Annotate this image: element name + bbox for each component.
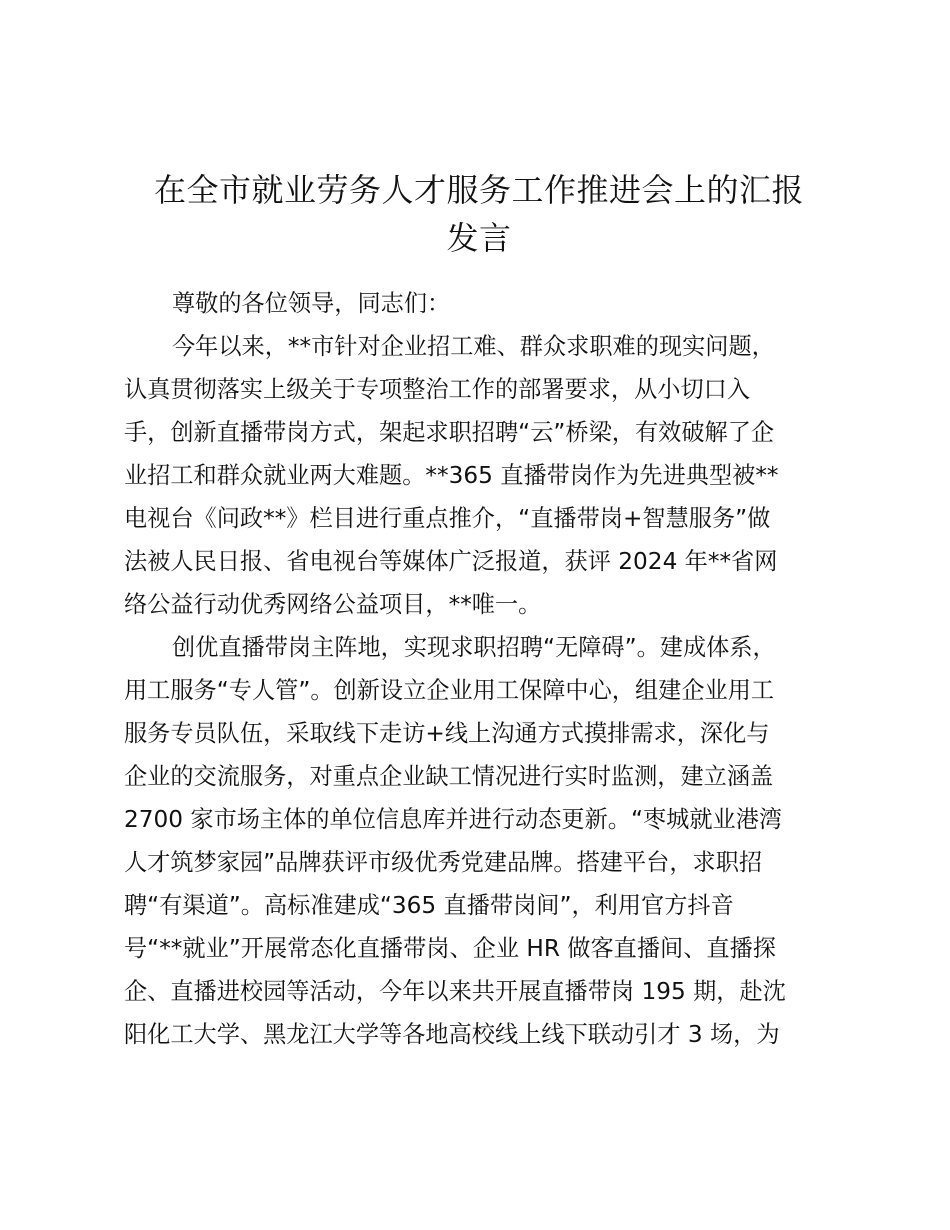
paragraph-2-line: 阳化工大学、黑龙江大学等各地高校线上线下联动引才 3 场，为 (124, 1021, 780, 1048)
paragraph-1-line: 认真贯彻落实上级关于专项整治工作的部署要求，从小切口入 (124, 376, 751, 403)
paragraph-1-line: 电视台《问政**》栏目进行重点推介，“直播带岗+智慧服务”做 (124, 505, 771, 532)
paragraph-1-line: 络公益行动优秀网络公益项目，**唯一。 (124, 591, 542, 618)
paragraph-2-line: 创优直播带岗主阵地，实现求职招聘“无障碍”。建成体系， (172, 634, 776, 661)
paragraph-2-line: 服务专员队伍，采取线下走访+线上沟通方式摸排需求，深化与 (124, 720, 770, 747)
paragraph-1-line: 今年以来，**市针对企业招工难、群众求职难的现实问题， (172, 333, 775, 360)
document-title-line-2: 发言 (446, 219, 512, 257)
document-title (118, 166, 840, 262)
paragraph-1-line: 业招工和群众就业两大难题。**365 直播带岗作为先进典型被** (124, 462, 779, 489)
document-title-line-1: 在全市就业劳务人才服务工作推进会上的汇报 (153, 171, 804, 209)
paragraph-2-line: 企、直播进校园等活动，今年以来共开展直播带岗 195 期，赴沈 (124, 978, 786, 1005)
salutation: 尊敬的各位领导，同志们： (172, 290, 451, 317)
paragraph-2-line: 人才筑梦家园”品牌获评市级优秀党建品牌。搭建平台，求职招 (124, 849, 763, 876)
paragraph-2-line: 企业的交流服务，对重点企业缺工情况进行实时监测，建立涵盖 (124, 763, 774, 790)
paragraph-1-line: 手，创新直播带岗方式，架起求职招聘“云”桥梁，有效破解了企 (124, 419, 775, 446)
paragraph-2-line: 号“**就业”开展常态化直播带岗、企业 HR 做客直播间、直播探 (124, 935, 776, 962)
paragraph-1-line: 法被人民日报、省电视台等媒体广泛报道，获评 2024 年**省网 (124, 548, 778, 575)
document-body (124, 282, 836, 1056)
paragraph-2-line: 2700 家市场主体的单位信息库并进行动态更新。“枣城就业港湾 (124, 806, 783, 833)
paragraph-2-line: 聘“有渠道”。高标准建成“365 直播带岗间”，利用官方抖音 (124, 892, 734, 919)
paragraph-2-line: 用工服务“专人管”。创新设立企业用工保障中心，组建企业用工 (124, 677, 775, 704)
